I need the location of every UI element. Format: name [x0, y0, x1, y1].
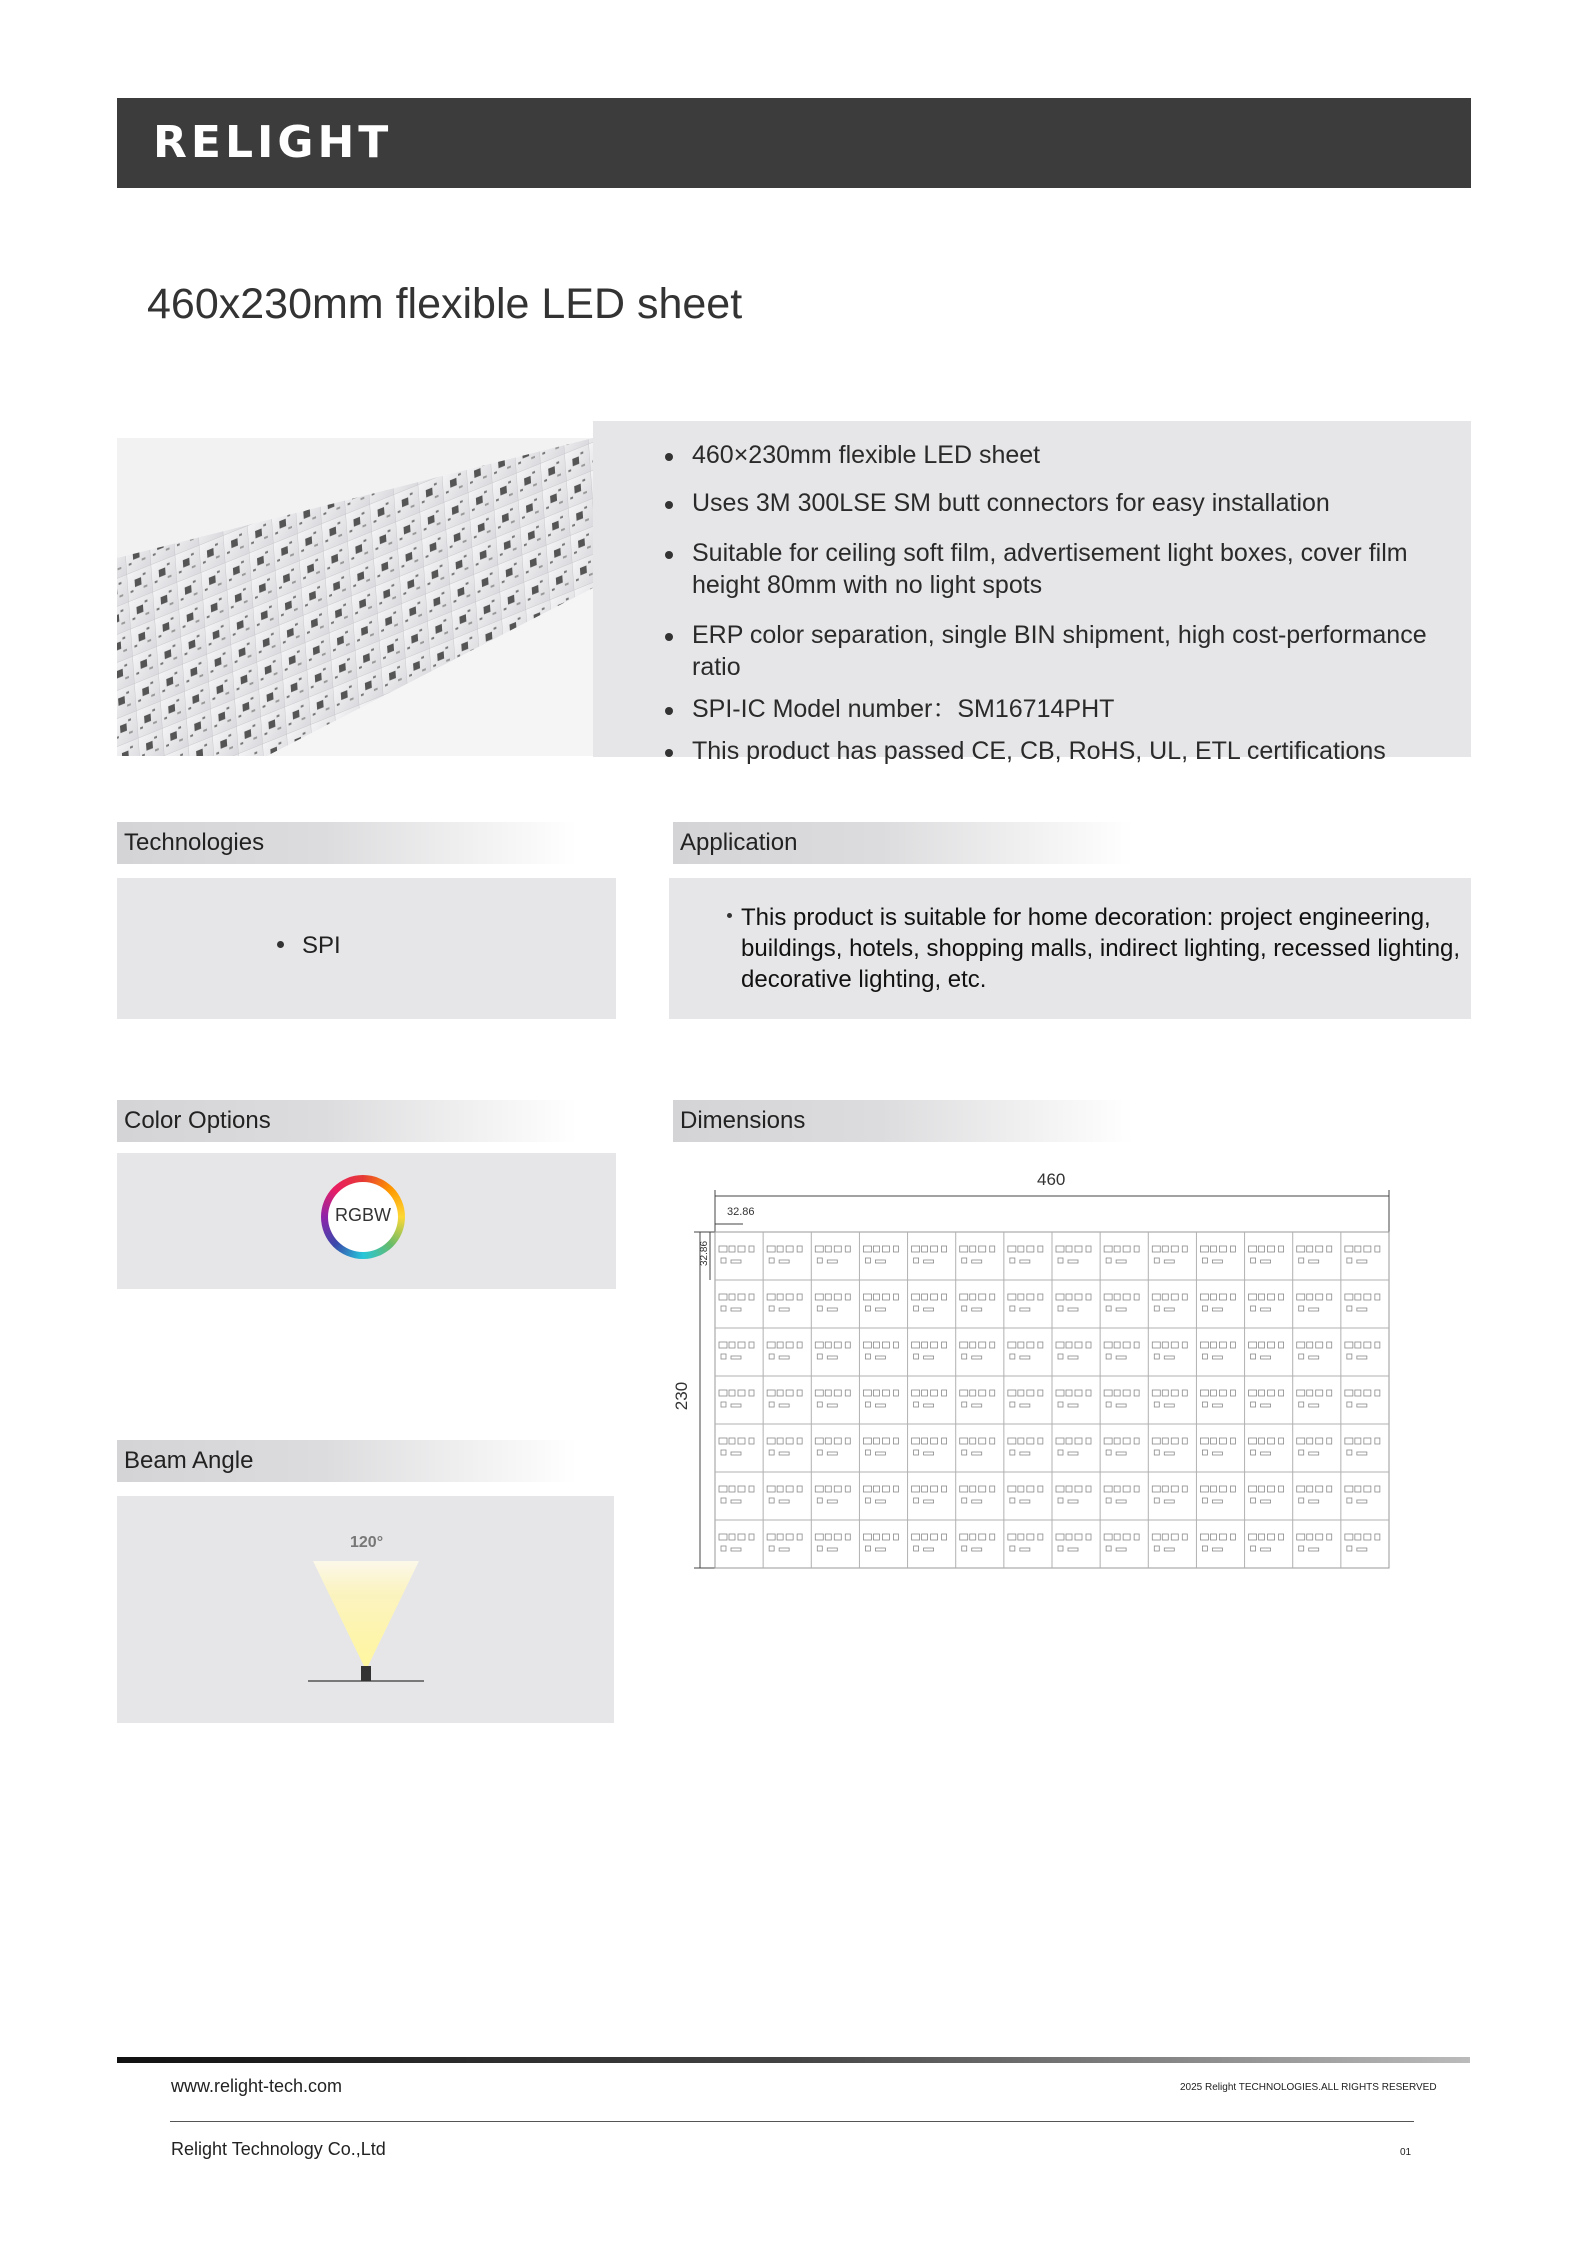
footer-divider	[170, 2121, 1414, 2122]
copyright-text: 2025 Relight TECHNOLOGIES.ALL RIGHTS RESERVED	[1180, 2082, 1437, 2093]
dimension-diagram	[680, 1170, 1400, 1580]
technologies-panel	[117, 878, 616, 1019]
beam-angle-label: 120°	[350, 1534, 384, 1551]
application-heading: Application	[673, 822, 1133, 864]
footer-bar	[117, 2057, 1470, 2063]
color-options-heading: Color Options	[117, 1100, 577, 1142]
pitch-label-vertical: 32.86	[699, 1240, 711, 1267]
led-sheet-image	[117, 438, 593, 756]
page-number: 01	[1400, 2147, 1412, 2158]
pitch-label: 32.86	[727, 1206, 755, 1218]
feature-item: Uses 3M 300LSE SM butt connectors for easy installation	[665, 487, 1455, 519]
dimension-drawing	[672, 1170, 1400, 1580]
technology-item: SPI	[277, 932, 341, 960]
feature-item: ERP color separation, single BIN shipment, high cost-performance ratio	[665, 619, 1455, 683]
feature-list	[665, 439, 1455, 767]
dimensions-heading: Dimensions	[673, 1100, 1133, 1142]
brand-logo: RELIGHT	[153, 117, 393, 168]
beam-angle-heading: Beam Angle	[117, 1440, 577, 1482]
feature-item: Suitable for ceiling soft film, advertisement light boxes, cover film height 80mm with no light spots	[665, 537, 1455, 601]
height-label: 230	[672, 1381, 692, 1411]
application-panel	[669, 878, 1471, 1019]
company-name: Relight Technology Co.,Ltd	[171, 2139, 386, 2159]
feature-item: SPI-IC Model number：SM16714PHT	[665, 693, 1455, 725]
application-text: This product is suitable for home decoration: project engineering, buildings, hotels, shopping malls, indirect lighting, recessed lighting, decorative lighting, etc.	[727, 902, 1481, 995]
color-options-panel	[117, 1153, 616, 1289]
rgbw-ring-icon	[321, 1175, 405, 1259]
header-bar	[117, 98, 1471, 188]
rgbw-label: RGBW	[335, 1205, 391, 1225]
beam-icon	[117, 1496, 614, 1723]
page-title: 460x230mm flexible LED sheet	[147, 280, 743, 328]
width-label: 460	[1037, 1170, 1066, 1189]
feature-item: This product has passed CE, CB, RoHS, UL, ETL certifications	[665, 735, 1455, 767]
technologies-heading: Technologies	[117, 822, 577, 864]
beam-angle-panel	[117, 1496, 614, 1723]
features-panel	[593, 421, 1471, 765]
website-link[interactable]: www.relight-tech.com	[171, 2076, 343, 2096]
feature-item: 460×230mm flexible LED sheet	[665, 439, 1455, 471]
product-photo	[117, 438, 593, 756]
